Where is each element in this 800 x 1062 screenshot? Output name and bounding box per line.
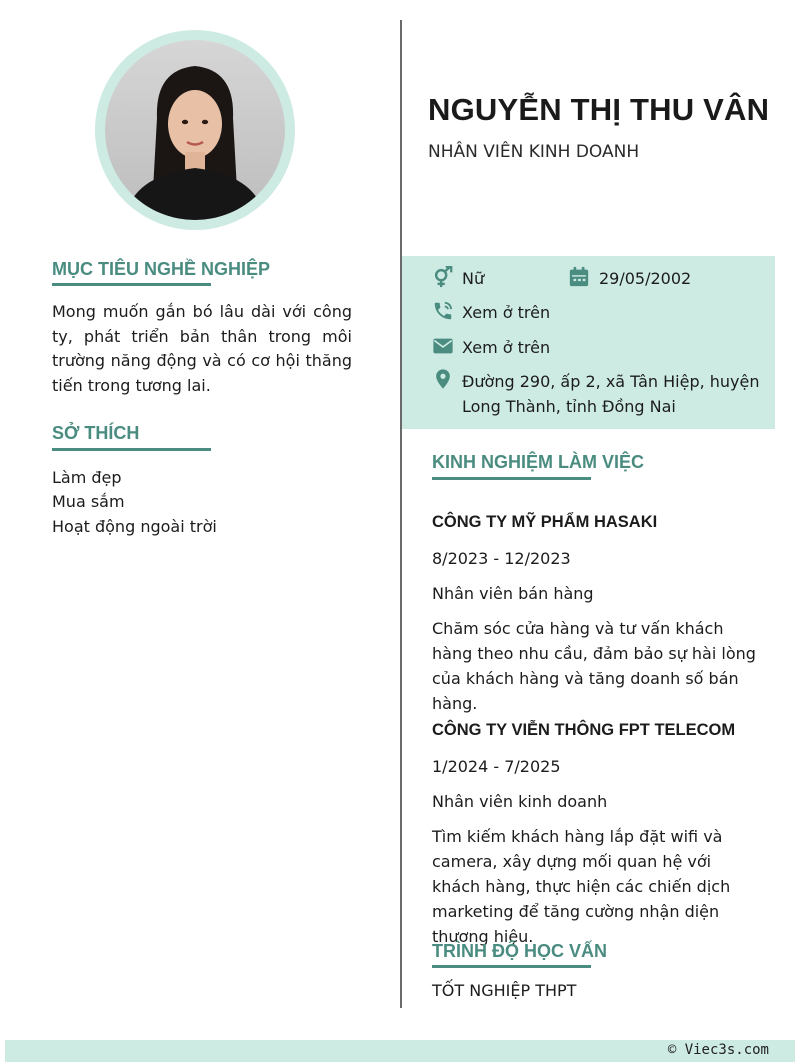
location-icon <box>432 368 454 390</box>
objective-title: MỤC TIÊU NGHỀ NGHIỆP <box>52 259 271 279</box>
candidate-role: NHÂN VIÊN KINH DOANH <box>428 142 640 162</box>
job-period: 1/2024 - 7/2025 <box>432 757 561 776</box>
address-line-2: Long Thành, tỉnh Đồng Nai <box>462 397 676 416</box>
hobby-item: Hoạt động ngoài trời <box>52 517 217 536</box>
education-underline <box>432 965 591 968</box>
footer-credit: © Viec3s.com <box>667 1042 769 1058</box>
hobbies-title: SỞ THÍCH <box>52 423 140 443</box>
mail-icon <box>432 335 454 357</box>
experience-underline <box>432 477 591 480</box>
job-period: 8/2023 - 12/2023 <box>432 549 571 568</box>
company-name: CÔNG TY MỸ PHẨM HASAKI <box>432 513 658 531</box>
company-name: CÔNG TY VIỄN THÔNG FPT TELECOM <box>432 721 736 739</box>
calendar-icon <box>568 266 590 288</box>
email-value: Xem ở trên <box>462 338 551 357</box>
avatar <box>95 30 295 230</box>
objective-text: Mong muốn gắn bó lâu dài với công ty, phát triển bản thân trong môi trường năng động và có cơ hội thăng tiến trong tương lai. <box>52 302 352 395</box>
education-item: TỐT NGHIỆP THPT <box>432 981 577 1000</box>
hobby-item: Làm đẹp <box>52 468 122 487</box>
job-description: Chăm sóc cửa hàng và tư vấn khách hàng theo nhu cầu, đảm bảo sự hài lòng của khách hàng và tăng doanh số bán hàng. <box>432 619 756 713</box>
job-position: Nhân viên kinh doanh <box>432 792 608 811</box>
contact-panel <box>402 256 775 429</box>
experience-title: KINH NGHIỆM LÀM VIỆC <box>432 452 645 472</box>
hobbies-underline <box>52 448 211 451</box>
profile-photo <box>105 40 285 220</box>
phone-icon <box>432 300 454 322</box>
birthday-value: 29/05/2002 <box>599 269 692 288</box>
person-silhouette-icon <box>105 40 285 220</box>
objective-underline <box>52 283 211 286</box>
job-position: Nhân viên bán hàng <box>432 584 594 603</box>
job-description: Tìm kiếm khách hàng lắp đặt wifi và camera, xây dựng mối quan hệ với khách hàng, thực hiện các chiến dịch marketing để tăng cường nhận diện thương hiệu. <box>432 827 731 946</box>
phone-value: Xem ở trên <box>462 303 551 322</box>
gender-value: Nữ <box>462 269 485 288</box>
footer-bar <box>5 1040 795 1062</box>
address-line-1: Đường 290, ấp 2, xã Tân Hiệp, huyện <box>462 372 760 391</box>
column-divider <box>400 20 402 1008</box>
education-title: TRÌNH ĐỘ HỌC VẤN <box>432 941 607 961</box>
hobby-item: Mua sắm <box>52 492 125 511</box>
gender-icon <box>432 266 454 288</box>
candidate-name: NGUYỄN THỊ THU VÂN <box>428 92 770 127</box>
